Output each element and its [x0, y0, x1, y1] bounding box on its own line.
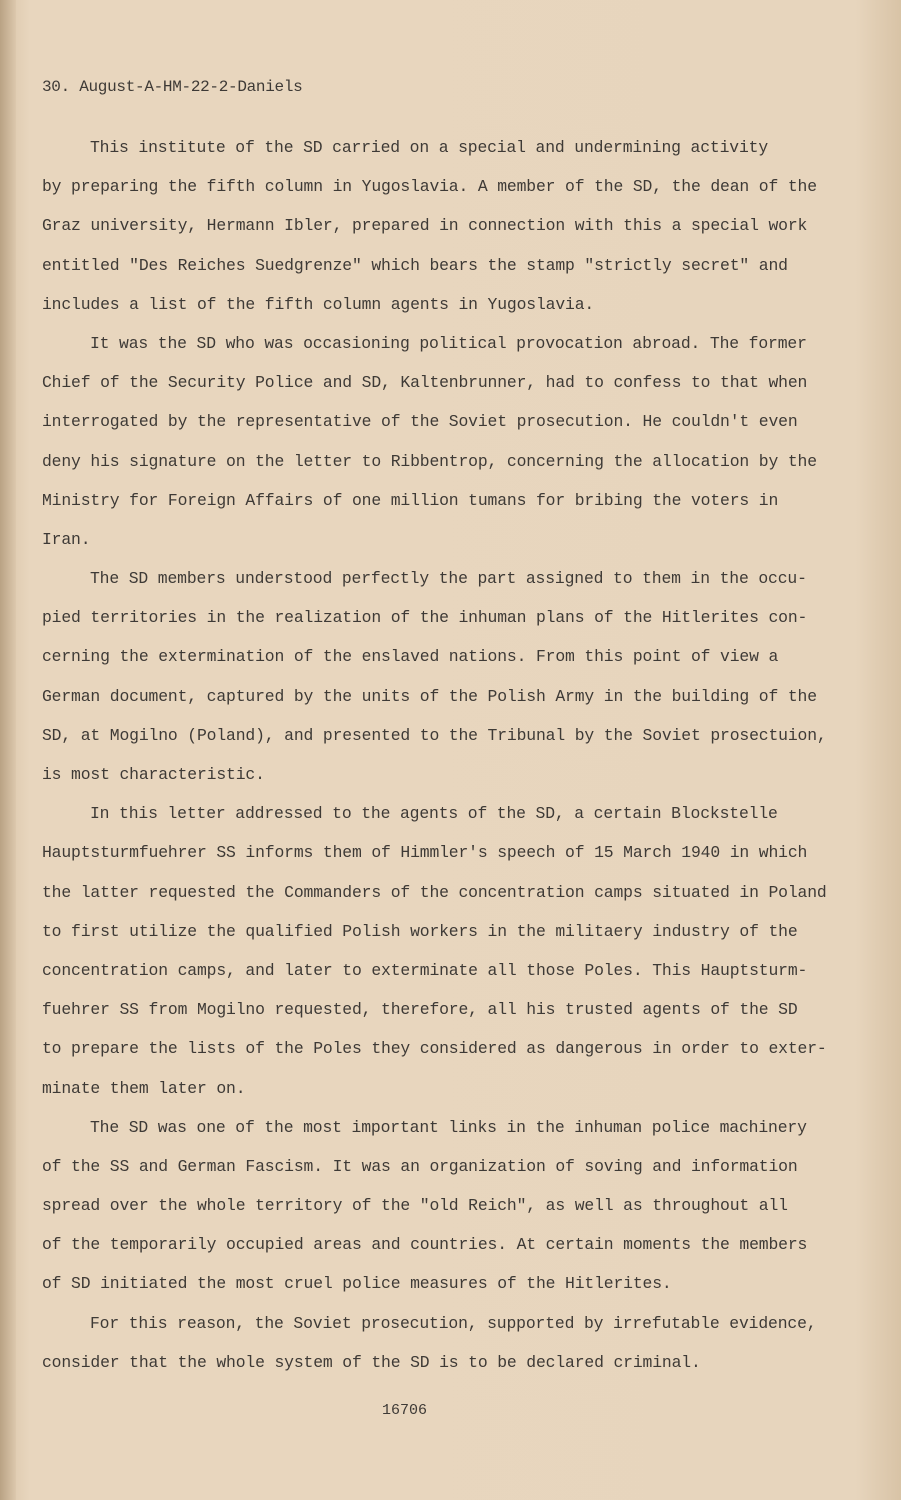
text-line: pied territories in the realization of the inhuman plans of the Hitlerites con-	[42, 608, 808, 628]
text-line: spread over the whole territory of the "old Reich", as well as throughout all	[42, 1196, 788, 1216]
paragraph	[42, 801, 842, 1115]
text-line: In this letter addressed to the agents of the SD, a certain Blockstelle	[90, 804, 778, 824]
text-line: Graz university, Hermann Ibler, prepared in connection with this a special work	[42, 216, 808, 236]
paragraph	[42, 135, 842, 331]
text-line: Iran.	[42, 529, 91, 549]
text-line: fuehrer SS from Mogilno requested, therefore, all his trusted agents of the SD	[42, 1000, 798, 1020]
text-line: The SD members understood perfectly the part assigned to them in the occu-	[90, 569, 807, 589]
paragraph	[42, 566, 842, 801]
text-line: entitled "Des Reiches Suedgrenze" which bears the stamp "strictly secret" and	[42, 255, 788, 275]
text-line: concentration camps, and later to exterminate all those Poles. This Hauptsturm-	[42, 960, 808, 980]
paragraph	[42, 1311, 842, 1389]
paragraph	[42, 331, 842, 566]
page-number: 16706	[382, 1402, 428, 1419]
text-line: German document, captured by the units of the Polish Army in the building of the	[42, 686, 817, 706]
document-body	[42, 135, 842, 1389]
text-line: The SD was one of the most important links in the inhuman police machinery	[90, 1117, 807, 1137]
text-line: For this reason, the Soviet prosecution, supported by irrefutable evidence,	[90, 1313, 817, 1333]
text-line: minate them later on.	[42, 1078, 246, 1098]
text-line: of SD initiated the most cruel police measures of the Hitlerites.	[42, 1274, 672, 1294]
text-line: This institute of the SD carried on a special and undermining activity	[90, 138, 769, 157]
text-line: of the SS and German Fascism. It was an organization of soving and information	[42, 1156, 798, 1176]
document-header: 30. August-A-HM-22-2-Daniels	[42, 78, 303, 96]
paragraph	[42, 1115, 842, 1311]
text-line: includes a list of the fifth column agents in Yugoslavia.	[42, 294, 595, 314]
text-line: It was the SD who was occasioning political provocation abroad. The former	[90, 333, 807, 353]
text-line: interrogated by the representative of the Soviet prosecution. He couldn't even	[42, 412, 798, 432]
text-line: Ministry for Foreign Affairs of one million tumans for bribing the voters in	[42, 490, 779, 510]
text-line: SD, at Mogilno (Poland), and presented to the Tribunal by the Soviet prosectuion,	[42, 725, 827, 745]
text-line: is most characteristic.	[42, 765, 265, 784]
text-line: Hauptsturmfuehrer SS informs them of Himmler's speech of 15 March 1940 in which	[42, 843, 808, 863]
text-line: by preparing the fifth column in Yugoslavia. A member of the SD, the dean of the	[42, 177, 817, 197]
text-line: deny his signature on the letter to Ribbentrop, concerning the allocation by the	[42, 451, 817, 471]
text-line: to first utilize the qualified Polish workers in the militaery industry of the	[42, 921, 798, 941]
page-edge	[0, 0, 16, 1500]
text-line: to prepare the lists of the Poles they considered as dangerous in order to exter-	[42, 1039, 827, 1059]
text-line: consider that the whole system of the SD is to be declared criminal.	[42, 1352, 701, 1372]
text-line: Chief of the Security Police and SD, Kaltenbrunner, had to confess to that when	[42, 373, 808, 393]
text-line: cerning the extermination of the enslaved nations. From this point of view a	[42, 647, 779, 667]
text-line: the latter requested the Commanders of the concentration camps situated in Poland	[42, 882, 827, 902]
text-line: of the temporarily occupied areas and countries. At certain moments the members	[42, 1235, 808, 1255]
